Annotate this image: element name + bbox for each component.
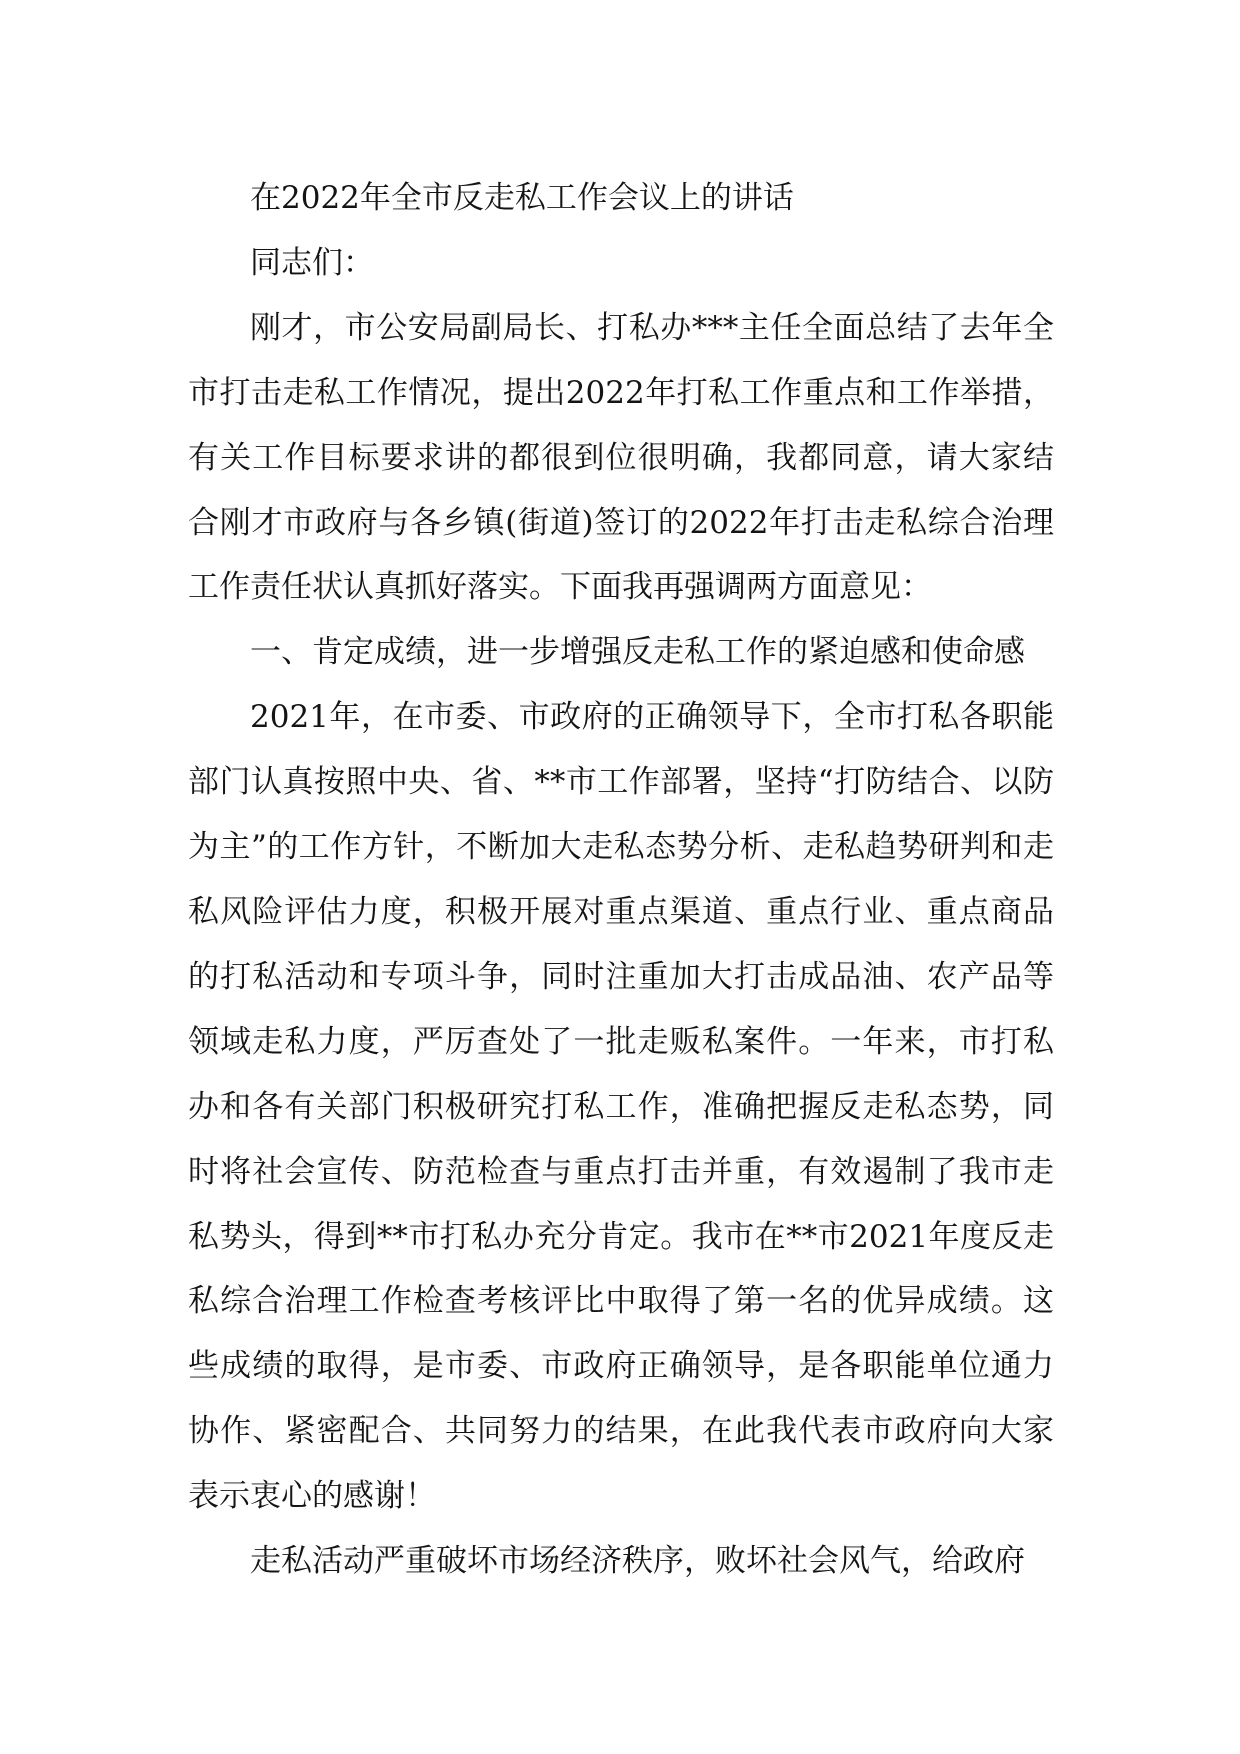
section-heading-1: 一、肯定成绩，进一步增强反走私工作的紧迫感和使命感	[250, 634, 1025, 671]
document-title: 在2022年全市反走私工作会议上的讲话	[250, 180, 794, 216]
paragraph-intro: 刚才，市公安局副局长、打私办***主任全面总结了去年全市打击走私工作情况，提出2022年打私工作重点和工作举措，有关工作目标要求讲的都很到位很明确，我都同意，请大家结合刚才市政府与各乡镇(街道)签订的2022年打击走私综合治理工作责任状认真抓好落实。下面我再强调两方面意见：	[188, 309, 1054, 606]
paragraph-achievements: 2021年，在市委、市政府的正确领导下，全市打私各职能部门认真按照中央、省、**市工作部署，坚持“打防结合、以防为主”的工作方针，不断加大走私态势分析、走私趋势研判和走私风险评估力度，积极开展对重点渠道、重点行业、重点商品的打私活动和专项斗争，同时注重加大打击成品油、农产品等领域走私力度，严厉查处了一批走贩私案件。一年来，市打私办和各有关部门积极研究打私工作，准确把握反走私态势，同时将社会宣传、防范检查与重点打击并重，有效遏制了我市走私势头，得到**市打私办充分肯定。我市在**市2021年度反走私综合治理工作检查考核评比中取得了第一名的优异成绩。这些成绩的取得，是市委、市政府正确领导，是各职能单位通力协作、紧密配合、共同努力的结果，在此我代表市政府向大家表示衷心的感谢！	[188, 699, 1054, 1515]
paragraph-smuggling-harm: 走私活动严重破坏市场经济秩序，败坏社会风气，给政府	[250, 1543, 1025, 1580]
salutation: 同志们：	[250, 244, 374, 281]
document-body	[188, 166, 1054, 1594]
